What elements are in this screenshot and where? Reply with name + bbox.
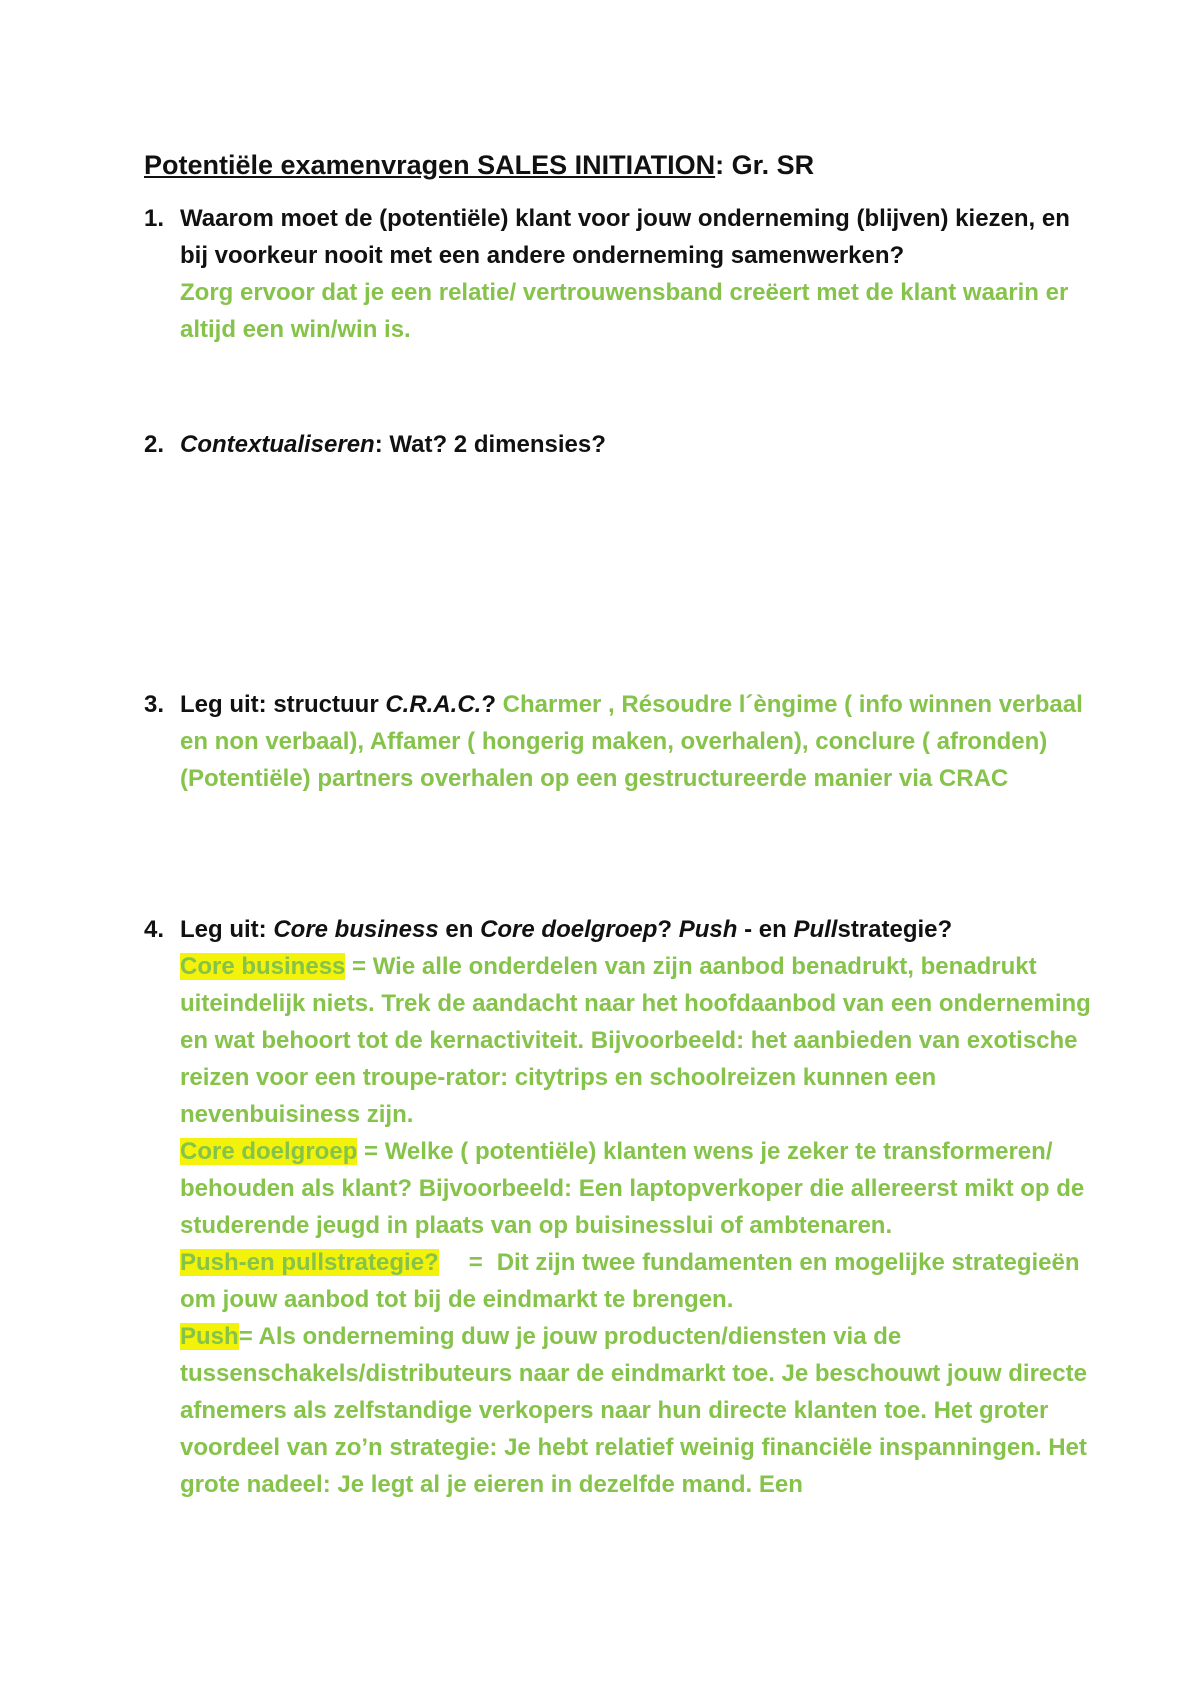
question-term-pull: Pull <box>793 916 838 943</box>
answer-core-business: = Wie alle onderdelen van zijn aanbod benadrukt, benadrukt uiteindelijk niets. Trek de aandacht naar het hoofdaanbod van een onderneming en wat behoort tot de kernactiviteit. Bijvoorbeeld: het aanbieden van exotische reizen voor een troupe-rator: citytrips en schoolreizen kunnen een nevenbuisiness zijn. <box>180 953 1091 1128</box>
answer-push: = Als onderneming duw je jouw producten/diensten via de tussenschakels/distributeurs naar de eindmarkt toe. Je beschouwt jouw directe afnemers als zelfstandige verkopers naar hun directe klanten toe. Het groter voordeel van zo’n strategie: Je hebt relatief weinig financiële inspanningen. Het grote nadeel: Je legt al je eieren in dezelfde mand. Een <box>180 1323 1087 1498</box>
question-2 <box>144 426 1094 463</box>
question-1 <box>144 200 1094 348</box>
answer-text-summary: (Potentiële) partners overhalen op een gestructureerde manier via CRAC <box>180 765 1009 792</box>
question-number: 2. <box>144 431 165 458</box>
question-term-core-business: Core business <box>273 916 439 943</box>
answer-text: Charmer , Résoudre l´èngime ( info winnen verbaal en non verbaal), Affamer ( hongerig maken, overhalen), conclure ( afronden) <box>180 691 1083 755</box>
question-3 <box>144 686 1094 797</box>
question-body <box>180 426 1094 463</box>
question-body <box>180 686 1094 797</box>
answer-push-pull-eq: = <box>468 1249 483 1276</box>
title-underlined: Potentiële examenvragen SALES INITIATION <box>144 150 716 180</box>
answer-text: Zorg ervoor dat je een relatie/ vertrouwensband creëert met de klant waarin er altijd een win/win is. <box>180 279 1069 343</box>
question-number: 3. <box>144 691 165 718</box>
question-term: C.R.A.C. <box>385 691 482 718</box>
question-number: 4. <box>144 916 165 943</box>
question-term: Contextualiseren <box>180 431 375 458</box>
question-term-core-doelgroep: Core doelgroep <box>480 916 658 943</box>
question-text: en <box>438 916 481 943</box>
question-body <box>180 200 1094 348</box>
answer-push-pull: Dit zijn twee fundamenten en mogelijke strategieën om jouw aanbod tot bij de eindmarkt te brengen. <box>180 1249 1080 1313</box>
highlight-core-business: Core business <box>180 953 346 980</box>
title-rest: : Gr. SR <box>715 150 815 180</box>
document-title <box>144 148 814 182</box>
answer-core-doelgroep: = Welke ( potentiële) klanten wens je zeker te transformeren/ behouden als klant? Bijvoorbeeld: Een laptopverkoper die allereerst mikt op de studerende jeugd in plaats van op buisinesslui of ambtenaren. <box>180 1138 1085 1239</box>
question-term-push: Push <box>678 916 738 943</box>
highlight-push: Push <box>180 1323 239 1350</box>
question-text: - en <box>737 916 794 943</box>
question-text: Leg uit: <box>180 916 274 943</box>
question-text: ? <box>657 916 679 943</box>
highlight-push-pull: Push-en pullstrategie? <box>180 1249 439 1276</box>
question-text: : Wat? 2 dimensies? <box>374 431 606 458</box>
question-text: Waarom moet de (potentiële) klant voor jouw onderneming (blijven) kiezen, en bij voorkeur nooit met een andere onderneming samenwerken? <box>180 205 1070 269</box>
question-body <box>180 911 1094 1503</box>
highlight-core-doelgroep: Core doelgroep <box>180 1138 358 1165</box>
question-4 <box>144 911 1094 1503</box>
question-text: strategie? <box>837 916 953 943</box>
question-number: 1. <box>144 205 165 232</box>
question-text-end: ? <box>481 691 496 718</box>
question-text: Leg uit: structuur <box>180 691 386 718</box>
